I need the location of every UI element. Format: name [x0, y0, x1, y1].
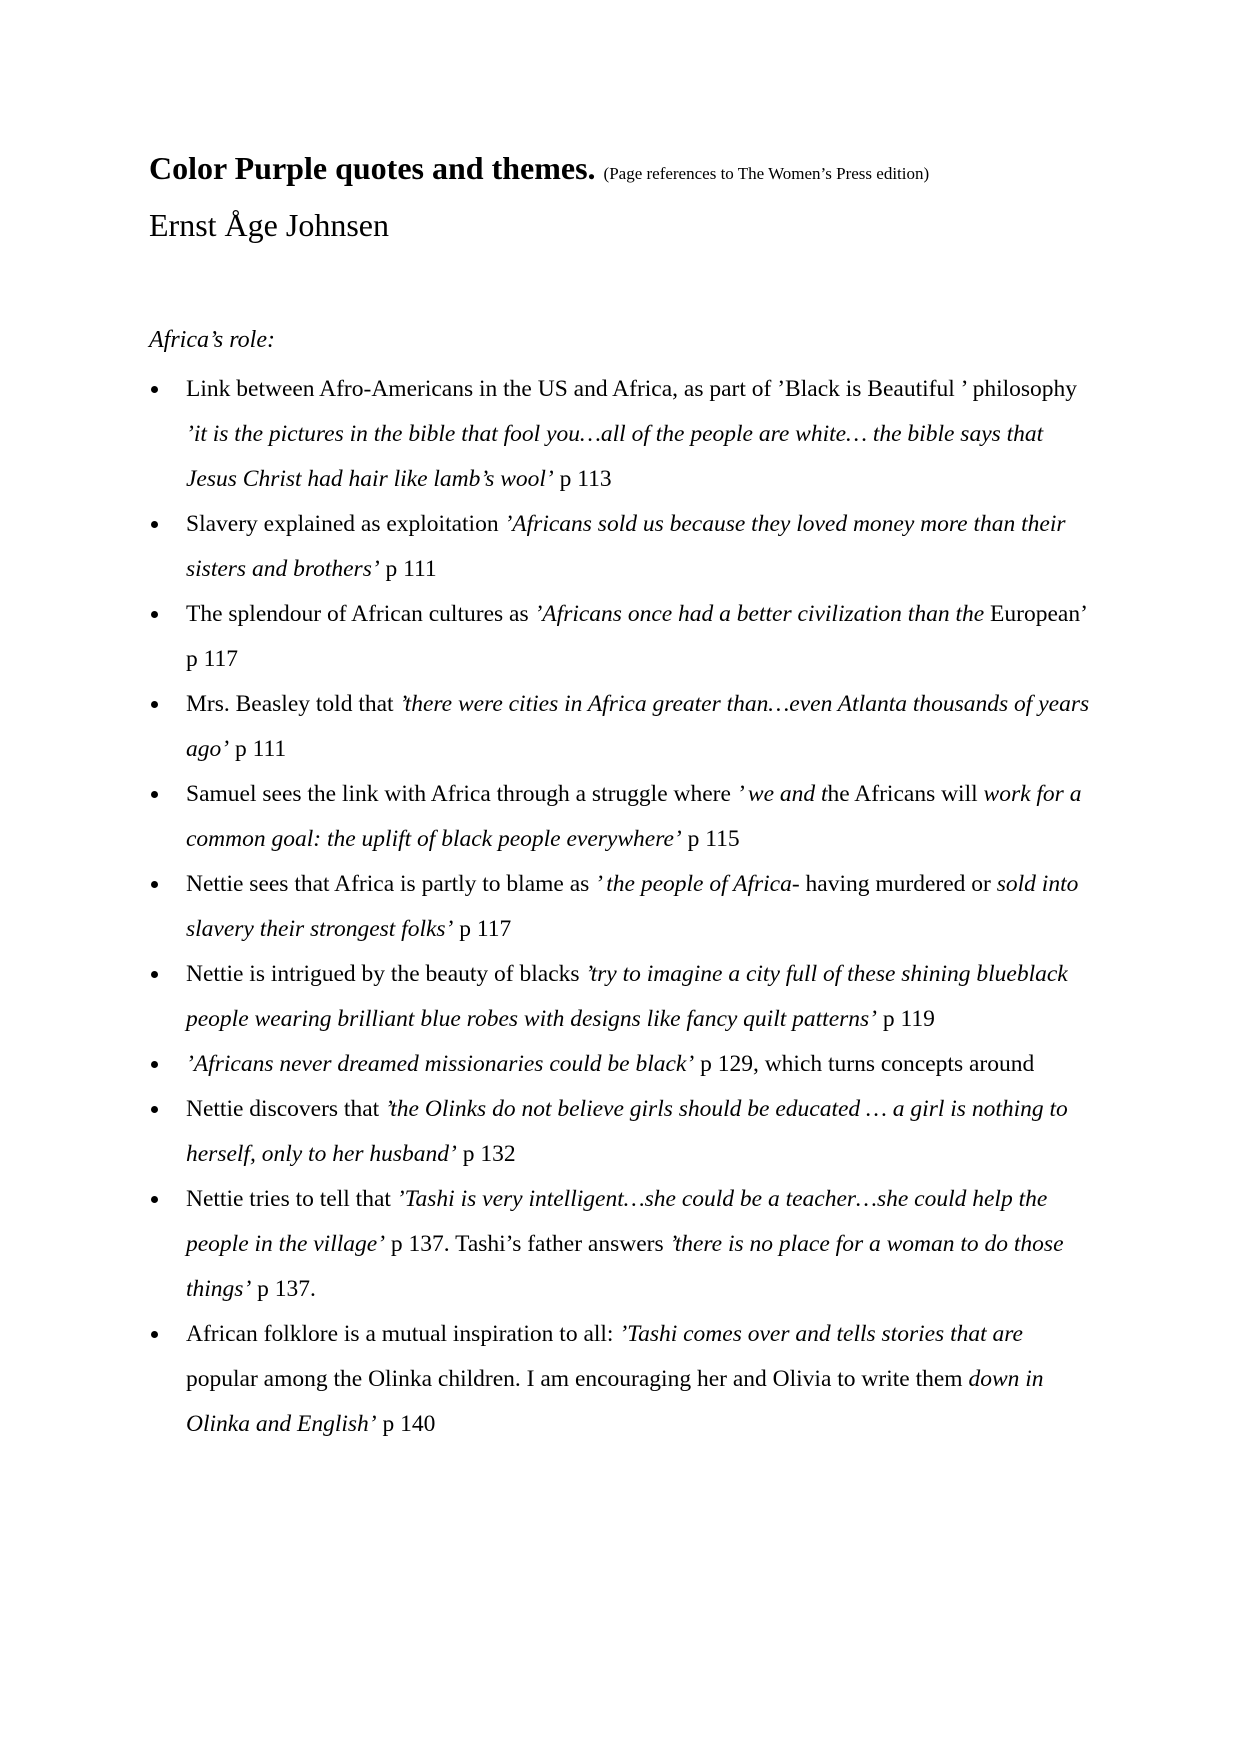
body-text: Nettie is intrigued by the beauty of blacks: [186, 961, 586, 987]
quote-text: ’there is no place for a woman to do those things’: [186, 1231, 1064, 1302]
title-line: [149, 150, 929, 187]
quote-text: ’the Olinks do not believe girls should be educated … a girl is nothing to herself, only to her husband’: [186, 1096, 1068, 1167]
quote-text: sold into slavery their strongest folks’: [186, 871, 1079, 942]
quote-text: ’it is the pictures in the bible that fool you…all of the people are white… the bible says that Jesus Christ had hair like lamb’s wool’: [186, 421, 1044, 492]
document-title: Color Purple quotes and themes.: [149, 150, 596, 186]
quote-text: work for a common goal: the uplift of black people everywhere’: [186, 781, 1082, 852]
body-text: Nettie sees that Africa is partly to blame as: [186, 871, 596, 897]
bullet-dot-icon: [151, 1061, 158, 1068]
title-note: (Page references to The Women’s Press edition): [603, 164, 930, 183]
list-item: [149, 367, 1094, 502]
body-text: p 111: [229, 736, 287, 762]
section-heading: Africa’s role:: [149, 327, 275, 353]
body-text: p 117: [453, 916, 512, 942]
quote-text: ’Africans sold us because they loved money more than their sisters and brothers’: [186, 511, 1066, 582]
quote-text: down in Olinka and English’: [186, 1366, 1044, 1437]
bullet-dot-icon: [151, 701, 158, 708]
body-text: p 129, which turns concepts around: [694, 1051, 1035, 1077]
list-item: [149, 1087, 1094, 1177]
bullet-dot-icon: [151, 791, 158, 798]
body-text: p 115: [681, 826, 740, 852]
bullet-dot-icon: [151, 521, 158, 528]
bullet-list: [149, 367, 1094, 1447]
body-text: Nettie discovers that: [186, 1096, 386, 1122]
quote-text: ’Tashi is very intelligent…she could be a teacher…she could help the people in the village’: [186, 1186, 1048, 1257]
list-item: [149, 1042, 1094, 1087]
list-item: [149, 952, 1094, 1042]
bullet-dot-icon: [151, 386, 158, 393]
body-text: Slavery explained as exploitation: [186, 511, 505, 537]
list-item: [149, 502, 1094, 592]
bullet-dot-icon: [151, 1196, 158, 1203]
list-item: [149, 592, 1094, 682]
body-text: p 119: [877, 1006, 935, 1032]
quote-text: ’ we and t: [736, 781, 828, 807]
body-text: Mrs. Beasley told that: [186, 691, 400, 717]
body-text: p 140: [376, 1411, 436, 1437]
body-text: p 113: [553, 466, 612, 492]
body-text: European’ p 117: [186, 601, 1087, 672]
quote-text: ’there were cities in Africa greater than…even Atlanta thousands of years ago’: [186, 691, 1090, 762]
bullet-dot-icon: [151, 1331, 158, 1338]
bullet-dot-icon: [151, 881, 158, 888]
body-text: Samuel sees the link with Africa through a struggle where: [186, 781, 737, 807]
body-text: p 111: [379, 556, 437, 582]
bullet-dot-icon: [151, 971, 158, 978]
body-text: having murdered or: [799, 871, 997, 897]
list-item: [149, 1177, 1094, 1312]
quote-text: ’ the people of Africa-: [595, 871, 800, 897]
quote-text: ’Tashi comes over and tells stories that are: [619, 1321, 1023, 1347]
body-text: Nettie tries to tell that: [186, 1186, 397, 1212]
body-text: he Africans will: [827, 781, 984, 807]
body-text: p 137. Tashi’s father answers: [385, 1231, 670, 1257]
list-item: [149, 772, 1094, 862]
body-text: African folklore is a mutual inspiration to all:: [186, 1321, 620, 1347]
body-text: p 137.: [251, 1276, 316, 1302]
quote-text: ’Africans once had a better civilization than the: [534, 601, 985, 627]
body-text: Link between Afro-Americans in the US and Africa, as part of ’Black is Beautiful ’ philosophy: [186, 376, 1078, 402]
body-text: The splendour of African cultures as: [186, 601, 535, 627]
bullet-dot-icon: [151, 611, 158, 618]
body-text: p 132: [456, 1141, 516, 1167]
list-item: [149, 682, 1094, 772]
body-text: popular among the Olinka children. I am encouraging her and Olivia to write them: [186, 1366, 969, 1392]
quote-text: ’try to imagine a city full of these shining blueblack people wearing brilliant blue robes with designs like fancy quilt patterns’: [186, 961, 1068, 1032]
list-item: [149, 862, 1094, 952]
author-name: Ernst Åge Johnsen: [149, 207, 389, 243]
bullet-dot-icon: [151, 1106, 158, 1113]
quote-text: ’Africans never dreamed missionaries could be black’: [186, 1051, 695, 1077]
list-item: [149, 1312, 1094, 1447]
